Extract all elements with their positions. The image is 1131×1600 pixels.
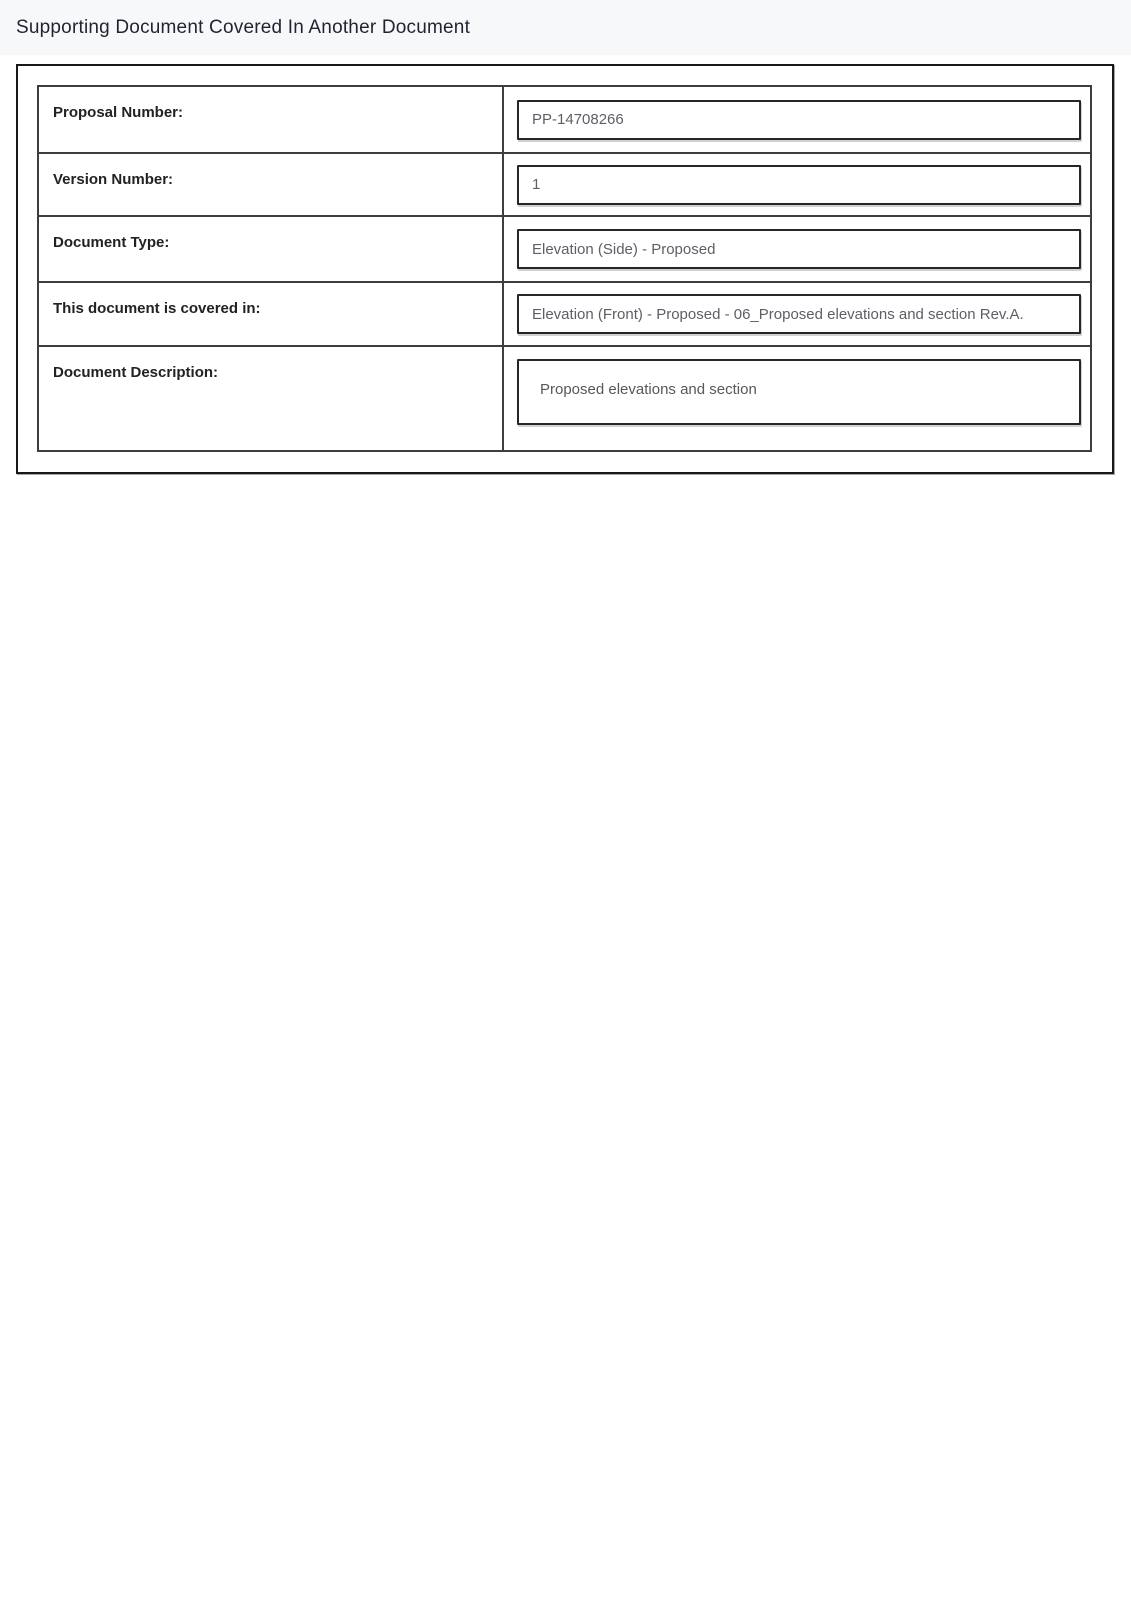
covered-in-value-cell: [504, 283, 1090, 345]
form-row-document-description: [39, 345, 1090, 450]
form-frame: [16, 64, 1114, 474]
document-description-value-cell: [504, 347, 1090, 450]
form-row-proposal-number: [39, 87, 1090, 152]
proposal-number-label: Proposal Number:: [39, 87, 504, 152]
form-row-document-type: [39, 215, 1090, 281]
version-number-label: Version Number:: [39, 154, 504, 215]
form-table: [37, 85, 1092, 452]
covered-in-label: This document is covered in:: [39, 283, 504, 345]
proposal-number-field[interactable]: [517, 100, 1081, 140]
version-number-value-cell: [504, 154, 1090, 215]
proposal-number-value-cell: [504, 87, 1090, 152]
covered-in-field[interactable]: [517, 294, 1081, 334]
document-description-label: Document Description:: [39, 347, 504, 450]
form-row-covered-in: [39, 281, 1090, 345]
document-type-value-cell: [504, 217, 1090, 281]
page-title: Supporting Document Covered In Another Document: [16, 16, 471, 38]
document-type-field[interactable]: [517, 229, 1081, 269]
version-number-field[interactable]: [517, 165, 1081, 205]
document-type-label: Document Type:: [39, 217, 504, 281]
section-header-bar: [0, 0, 1131, 55]
form-row-version-number: [39, 152, 1090, 215]
document-description-field[interactable]: [517, 359, 1081, 425]
